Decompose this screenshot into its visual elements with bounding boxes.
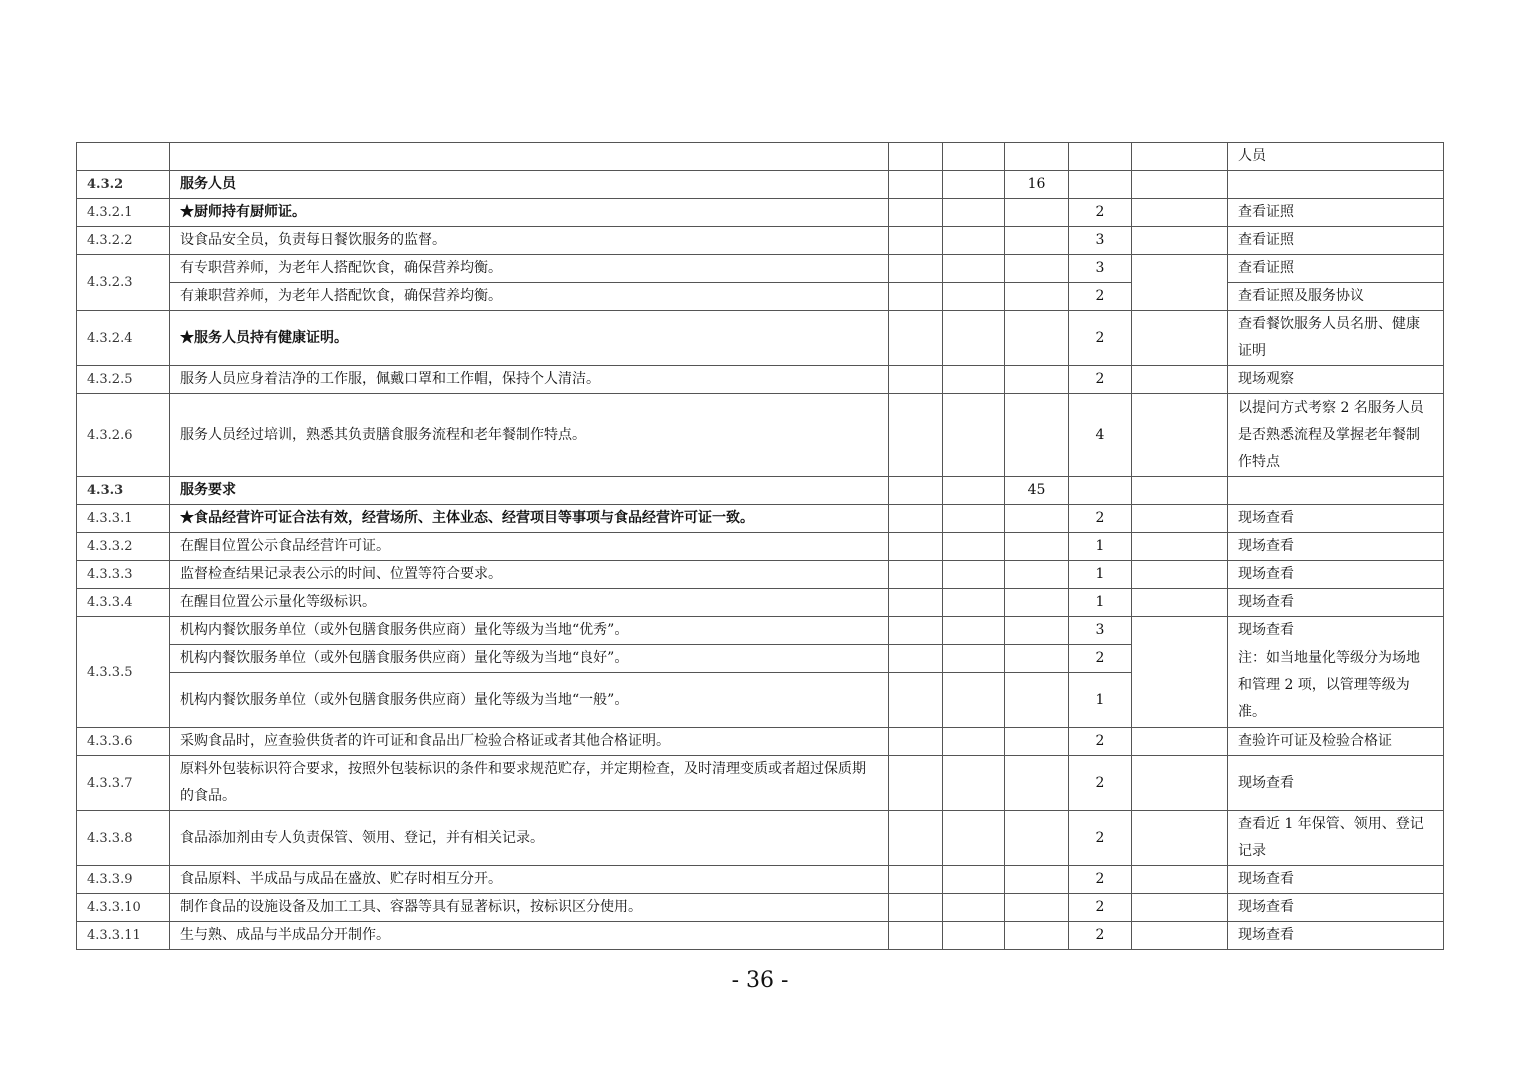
item-score: 1: [1069, 561, 1132, 589]
item-code: [77, 143, 170, 171]
item-score: 2: [1069, 728, 1132, 756]
section-score: [1005, 645, 1069, 673]
section-title: 服务人员: [170, 171, 889, 199]
item-code: 4.3.2.6: [77, 394, 170, 477]
item-code: 4.3.3.9: [77, 866, 170, 894]
item-score: [1069, 143, 1132, 171]
item-score: 3: [1069, 255, 1132, 283]
item-text: 机构内餐饮服务单位（或外包膳食服务供应商）量化等级为当地“一般”。: [170, 673, 889, 728]
check-method: 现场查看: [1228, 589, 1444, 617]
item-code: 4.3.2.3: [77, 255, 170, 311]
check-method: 现场查看: [1228, 505, 1444, 533]
table-row: [77, 366, 1444, 394]
table-row: [77, 866, 1444, 894]
item-text: 监督检查结果记录表公示的时间、位置等符合要求。: [170, 561, 889, 589]
item-text: 食品添加剂由专人负责保管、领用、登记，并有相关记录。: [170, 811, 889, 866]
item-score: 2: [1069, 366, 1132, 394]
check-method: 现场查看: [1228, 922, 1444, 950]
check-method: [1228, 477, 1444, 505]
item-code: 4.3.2.5: [77, 366, 170, 394]
item-code: 4.3.3.3: [77, 561, 170, 589]
item-code: 4.3.3.10: [77, 894, 170, 922]
item-text: 服务人员经过培训，熟悉其负责膳食服务流程和老年餐制作特点。: [170, 394, 889, 477]
section-score: [1005, 255, 1069, 283]
item-score: 2: [1069, 505, 1132, 533]
table-row: [77, 894, 1444, 922]
item-text: ★服务人员持有健康证明。: [170, 311, 889, 366]
table-row: [77, 199, 1444, 227]
item-score: 2: [1069, 811, 1132, 866]
check-method: 现场查看: [1228, 617, 1444, 645]
section-score: 16: [1005, 171, 1069, 199]
section-code: 4.3.3: [77, 477, 170, 505]
item-score: 1: [1069, 533, 1132, 561]
section-score: [1005, 811, 1069, 866]
item-code: 4.3.2.1: [77, 199, 170, 227]
check-method: 查看证照: [1228, 227, 1444, 255]
item-code: 4.3.3.4: [77, 589, 170, 617]
section-score: [1005, 311, 1069, 366]
item-text: 在醒目位置公示食品经营许可证。: [170, 533, 889, 561]
item-text: 原料外包装标识符合要求，按照外包装标识的条件和要求规范贮存，并定期检查，及时清理变质或者超过保质期的食品。: [170, 756, 889, 811]
section-score: [1005, 617, 1069, 645]
item-code: 4.3.3.1: [77, 505, 170, 533]
item-code: 4.3.3.6: [77, 728, 170, 756]
check-method: 查看餐饮服务人员名册、健康证明: [1228, 311, 1444, 366]
section-score: [1005, 866, 1069, 894]
item-code: 4.3.2.2: [77, 227, 170, 255]
item-score: 1: [1069, 589, 1132, 617]
table-row: [77, 922, 1444, 950]
check-method: 现场查看: [1228, 894, 1444, 922]
item-text: 食品原料、半成品与成品在盛放、贮存时相互分开。: [170, 866, 889, 894]
section-score: [1005, 394, 1069, 477]
item-score: 2: [1069, 922, 1132, 950]
check-method-note: 注：如当地量化等级分为场地和管理 2 项，以管理等级为准。: [1228, 645, 1444, 728]
table-row: [77, 645, 1444, 673]
section-score: [1005, 199, 1069, 227]
item-code: 4.3.3.7: [77, 756, 170, 811]
item-score: 2: [1069, 311, 1132, 366]
table-row: [77, 589, 1444, 617]
item-code: 4.3.3.11: [77, 922, 170, 950]
item-score: [1069, 477, 1132, 505]
check-method: 查看证照: [1228, 199, 1444, 227]
item-text: 在醒目位置公示量化等级标识。: [170, 589, 889, 617]
item-code: 4.3.3.8: [77, 811, 170, 866]
section-row: [77, 171, 1444, 199]
table-row: [77, 255, 1444, 283]
section-score: [1005, 673, 1069, 728]
item-code: 4.3.3.5: [77, 617, 170, 728]
item-score: 3: [1069, 227, 1132, 255]
section-score: [1005, 533, 1069, 561]
check-method: 人员: [1228, 143, 1444, 171]
item-score: 2: [1069, 894, 1132, 922]
item-text: 有专职营养师，为老年人搭配饮食，确保营养均衡。: [170, 255, 889, 283]
table-row: [77, 756, 1444, 811]
assessment-table: [76, 142, 1444, 950]
item-text: 生与熟、成品与半成品分开制作。: [170, 922, 889, 950]
check-method: 现场查看: [1228, 756, 1444, 811]
section-title: 服务要求: [170, 477, 889, 505]
section-score: [1005, 366, 1069, 394]
section-score: [1005, 894, 1069, 922]
item-score: 2: [1069, 866, 1132, 894]
item-text: ★食品经营许可证合法有效，经营场所、主体业态、经营项目等事项与食品经营许可证一致。: [170, 505, 889, 533]
item-score: 1: [1069, 673, 1132, 728]
item-score: 3: [1069, 617, 1132, 645]
item-text: 机构内餐饮服务单位（或外包膳食服务供应商）量化等级为当地“良好”。: [170, 645, 889, 673]
table-row: [77, 394, 1444, 477]
table-row: [77, 533, 1444, 561]
check-method: 查看证照: [1228, 255, 1444, 283]
section-score: 45: [1005, 477, 1069, 505]
check-method: 现场查看: [1228, 866, 1444, 894]
section-score: [1005, 143, 1069, 171]
section-code: 4.3.2: [77, 171, 170, 199]
table-row: [77, 227, 1444, 255]
check-method: 现场观察: [1228, 366, 1444, 394]
section-score: [1005, 283, 1069, 311]
item-text: [170, 143, 889, 171]
section-row: [77, 477, 1444, 505]
item-score: [1069, 171, 1132, 199]
item-code: 4.3.2.4: [77, 311, 170, 366]
item-text: 服务人员应身着洁净的工作服，佩戴口罩和工作帽，保持个人清洁。: [170, 366, 889, 394]
item-text: 采购食品时，应查验供货者的许可证和食品出厂检验合格证或者其他合格证明。: [170, 728, 889, 756]
item-score: 2: [1069, 756, 1132, 811]
check-method: 查看近 1 年保管、领用、登记记录: [1228, 811, 1444, 866]
check-method: 查看证照及服务协议: [1228, 283, 1444, 311]
table-row: [77, 728, 1444, 756]
item-score: 4: [1069, 394, 1132, 477]
section-score: [1005, 922, 1069, 950]
table-row: [77, 143, 1444, 171]
section-score: [1005, 589, 1069, 617]
table-row: [77, 505, 1444, 533]
section-score: [1005, 756, 1069, 811]
table-row: [77, 311, 1444, 366]
section-score: [1005, 561, 1069, 589]
item-score: 2: [1069, 199, 1132, 227]
table-row: [77, 617, 1444, 645]
item-text: 制作食品的设施设备及加工工具、容器等具有显著标识，按标识区分使用。: [170, 894, 889, 922]
table-row: [77, 283, 1444, 311]
check-method: 查验许可证及检验合格证: [1228, 728, 1444, 756]
item-score: 2: [1069, 283, 1132, 311]
section-score: [1005, 505, 1069, 533]
check-method: [1228, 171, 1444, 199]
item-text: 设食品安全员，负责每日餐饮服务的监督。: [170, 227, 889, 255]
section-score: [1005, 728, 1069, 756]
page-number: - 36 -: [731, 968, 789, 993]
item-text: 机构内餐饮服务单位（或外包膳食服务供应商）量化等级为当地“优秀”。: [170, 617, 889, 645]
table-row: [77, 811, 1444, 866]
check-method: 现场查看: [1228, 561, 1444, 589]
section-score: [1005, 227, 1069, 255]
item-score: 2: [1069, 645, 1132, 673]
item-code: 4.3.3.2: [77, 533, 170, 561]
check-method: 以提问方式考察 2 名服务人员是否熟悉流程及掌握老年餐制作特点: [1228, 394, 1444, 477]
item-text: ★厨师持有厨师证。: [170, 199, 889, 227]
item-text: 有兼职营养师，为老年人搭配饮食，确保营养均衡。: [170, 283, 889, 311]
check-method: 现场查看: [1228, 533, 1444, 561]
table-row: [77, 561, 1444, 589]
